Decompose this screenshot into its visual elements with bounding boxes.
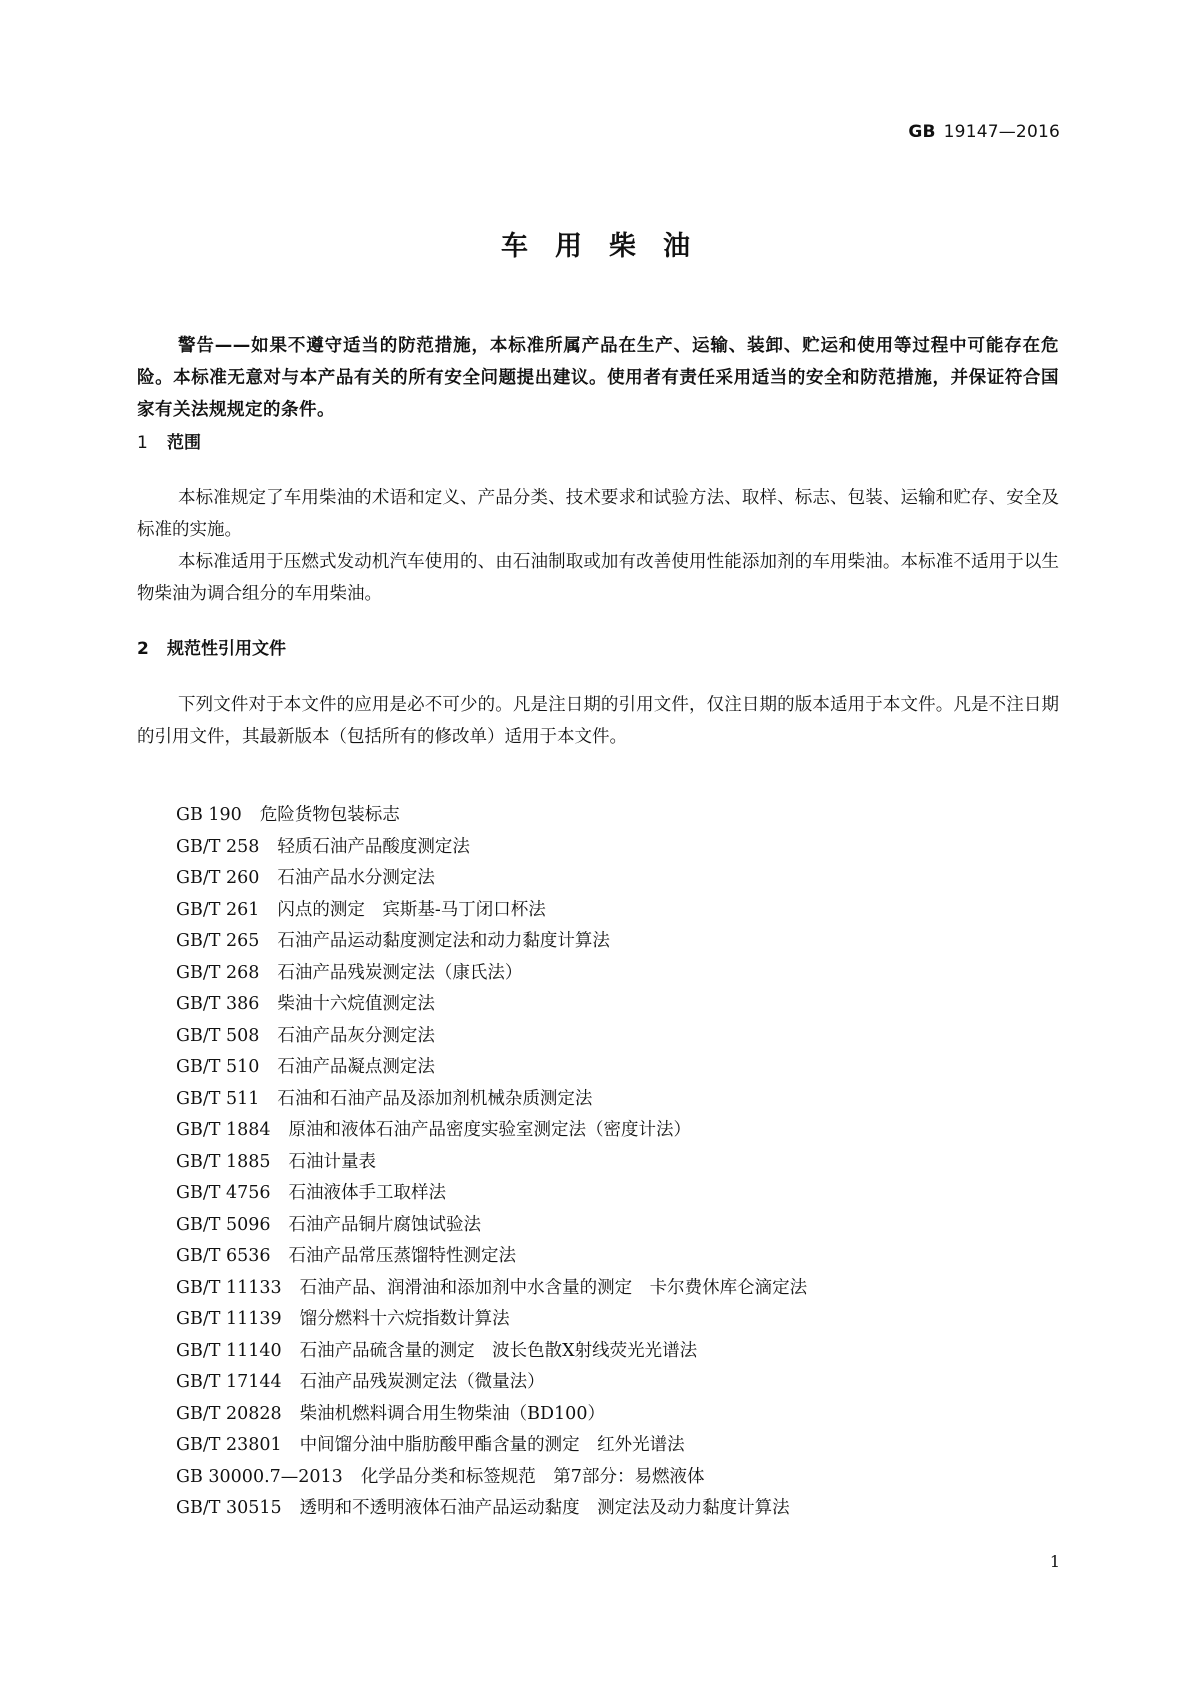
reference-code: GB/T 268 bbox=[176, 962, 260, 983]
section-2-number: 2 bbox=[137, 639, 149, 659]
reference-code: GB/T 511 bbox=[176, 1088, 260, 1109]
section-1-heading bbox=[137, 428, 201, 453]
reference-title: 石油产品残炭测定法（康氏法） bbox=[277, 962, 523, 983]
standard-number-header bbox=[908, 122, 1060, 142]
reference-code: GB/T 1885 bbox=[176, 1151, 271, 1172]
reference-item bbox=[176, 1367, 807, 1399]
reference-title: 石油产品硫含量的测定 波长色散X射线荧光光谱法 bbox=[299, 1340, 698, 1361]
reference-item bbox=[176, 1493, 807, 1525]
reference-title: 轻质石油产品酸度测定法 bbox=[277, 836, 470, 857]
reference-item bbox=[176, 1178, 807, 1210]
reference-item bbox=[176, 1273, 807, 1305]
section-1-number: 1 bbox=[137, 433, 148, 453]
reference-item bbox=[176, 1430, 807, 1462]
reference-code: GB/T 386 bbox=[176, 994, 260, 1014]
reference-code: GB/T 11140 bbox=[176, 1340, 282, 1361]
reference-item bbox=[176, 1084, 807, 1116]
reference-item bbox=[176, 863, 807, 895]
reference-item bbox=[176, 1021, 807, 1053]
reference-title: 化学品分类和标签规范 第7部分：易燃液体 bbox=[360, 1466, 705, 1487]
section-2-heading bbox=[137, 634, 286, 659]
reference-code: GB/T 265 bbox=[176, 931, 260, 951]
reference-title: 石油产品常压蒸馏特性测定法 bbox=[288, 1246, 517, 1266]
standard-number: 19147—2016 bbox=[943, 122, 1060, 142]
reference-title: 石油和石油产品及添加剂机械杂质测定法 bbox=[277, 1088, 593, 1109]
reference-code: GB/T 260 bbox=[176, 868, 260, 888]
reference-title: 石油产品运动黏度测定法和动力黏度计算法 bbox=[277, 931, 610, 951]
reference-code: GB/T 508 bbox=[176, 1025, 260, 1046]
warning-paragraph: 警告——如果不遵守适当的防范措施，本标准所属产品在生产、运输、装卸、贮运和使用等过程中可能存在危险。本标准无意对与本产品有关的所有安全问题提出建议。使用者有责任采用适当的安全和防范措施，并保证符合国家有关法规规定的条件。 bbox=[137, 336, 1059, 420]
reference-code: GB/T 30515 bbox=[176, 1498, 282, 1518]
reference-title: 馏分燃料十六烷指数计算法 bbox=[299, 1309, 510, 1329]
reference-code: GB/T 11133 bbox=[176, 1277, 282, 1298]
reference-item bbox=[176, 1241, 807, 1273]
reference-code: GB/T 1884 bbox=[176, 1120, 271, 1140]
reference-title: 中间馏分油中脂肪酸甲酯含量的测定 红外光谱法 bbox=[299, 1435, 685, 1455]
reference-code: GB/T 11139 bbox=[176, 1309, 282, 1329]
reference-code: GB/T 510 bbox=[176, 1057, 260, 1077]
reference-item bbox=[176, 1336, 807, 1368]
reference-code: GB/T 5096 bbox=[176, 1214, 271, 1235]
standard-prefix: GB bbox=[908, 122, 936, 142]
reference-title: 柴油十六烷值测定法 bbox=[277, 994, 435, 1014]
reference-title: 石油产品残炭测定法（微量法） bbox=[299, 1372, 545, 1392]
section-1-title: 范围 bbox=[167, 433, 201, 453]
reference-item bbox=[176, 895, 807, 927]
reference-item bbox=[176, 958, 807, 990]
reference-title: 柴油机燃料调合用生物柴油（BD100） bbox=[299, 1403, 605, 1424]
section-2-intro: 下列文件对于本文件的应用是必不可少的。凡是注日期的引用文件，仅注日期的版本适用于本文件。凡是不注日期的引用文件，其最新版本（包括所有的修改单）适用于本文件。 bbox=[137, 695, 1059, 747]
reference-item bbox=[176, 1462, 807, 1494]
reference-item bbox=[176, 832, 807, 864]
reference-title: 石油产品、润滑油和添加剂中水含量的测定 卡尔费休库仑滴定法 bbox=[299, 1277, 808, 1298]
reference-item bbox=[176, 1210, 807, 1242]
reference-item bbox=[176, 1115, 807, 1147]
reference-title: 石油产品铜片腐蚀试验法 bbox=[288, 1214, 482, 1235]
reference-item bbox=[176, 926, 807, 958]
reference-code: GB/T 4756 bbox=[176, 1183, 271, 1203]
section-1-paragraph-2: 本标准适用于压燃式发动机汽车使用的、由石油制取或加有改善使用性能添加剂的车用柴油。本标准不适用于以生物柴油为调合组分的车用柴油。 bbox=[137, 552, 1059, 604]
reference-item bbox=[176, 1304, 807, 1336]
reference-title: 石油液体手工取样法 bbox=[288, 1183, 447, 1203]
reference-title: 石油产品水分测定法 bbox=[277, 868, 435, 888]
reference-title: 闪点的测定 宾斯基-马丁闭口杯法 bbox=[277, 899, 546, 920]
document-title: 车用柴油 bbox=[501, 231, 717, 262]
reference-title: 石油计量表 bbox=[288, 1151, 377, 1172]
reference-item bbox=[176, 1052, 807, 1084]
reference-item bbox=[176, 800, 807, 832]
reference-title: 透明和不透明液体石油产品运动黏度 测定法及动力黏度计算法 bbox=[299, 1498, 790, 1518]
reference-code: GB/T 23801 bbox=[176, 1435, 282, 1455]
reference-code: GB 30000.7—2013 bbox=[176, 1466, 343, 1487]
section-1-paragraph-1: 本标准规定了车用柴油的术语和定义、产品分类、技术要求和试验方法、取样、标志、包装、运输和贮存、安全及标准的实施。 bbox=[137, 488, 1059, 540]
reference-code: GB 190 bbox=[176, 805, 242, 825]
reference-title: 危险货物包装标志 bbox=[259, 805, 400, 825]
reference-code: GB/T 261 bbox=[176, 899, 260, 920]
reference-item bbox=[176, 1399, 807, 1431]
reference-code: GB/T 258 bbox=[176, 836, 260, 857]
normative-references-list bbox=[176, 800, 807, 1525]
reference-item bbox=[176, 989, 807, 1021]
reference-code: GB/T 6536 bbox=[176, 1246, 271, 1266]
reference-code: GB/T 20828 bbox=[176, 1403, 282, 1424]
reference-title: 石油产品灰分测定法 bbox=[277, 1025, 435, 1046]
section-2-title: 规范性引用文件 bbox=[167, 639, 286, 659]
reference-title: 石油产品凝点测定法 bbox=[277, 1057, 435, 1077]
reference-title: 原油和液体石油产品密度实验室测定法（密度计法） bbox=[288, 1120, 692, 1140]
page-number: 1 bbox=[1049, 1552, 1060, 1571]
reference-code: GB/T 17144 bbox=[176, 1372, 282, 1392]
reference-item bbox=[176, 1147, 807, 1179]
